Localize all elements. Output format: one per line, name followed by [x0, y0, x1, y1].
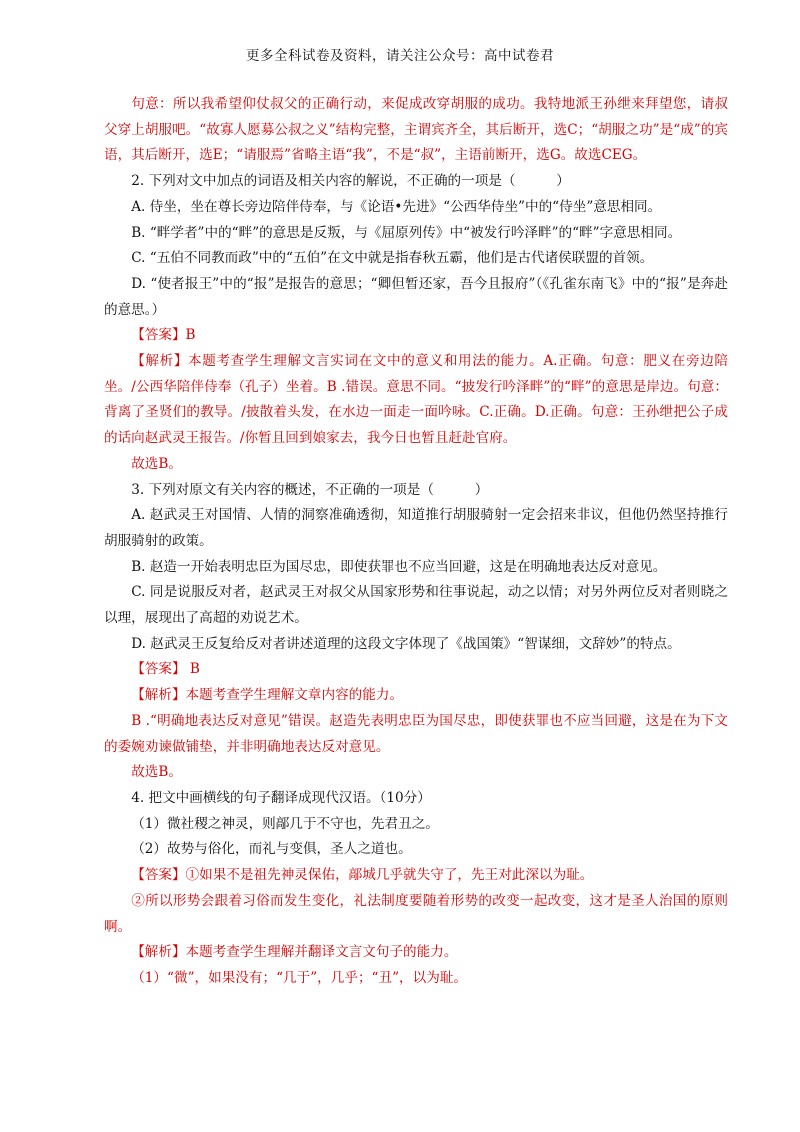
question-3-option-a: A. 赵武灵王对国情、人情的洞察准确透彻，知道推行胡服骑射一定会招来非议，但他仍然坚持推行胡服骑射的政策。	[104, 507, 728, 549]
question-4: 4. 把文中画横线的句子翻译成现代汉语。（10分）	[131, 789, 431, 806]
page-header: 更多全科试卷及资料，请关注公众号：高中试卷君	[246, 48, 554, 64]
question-2-analysis: 【解析】本题考查学生理解文言实词在文中的意义和用法的能力。A.正确。句意：肥义在旁边陪坐。/公西华陪伴侍奉（孔子）坐着。B .错误。意思不同。“披发行吟泽畔”的“畔”的意思是岸边。句意：背离了圣贤们的教导。/披散着头发，在水边一面走一面吟咏。C.正确。D.正确。句意：王孙绁把公子成的话向赵武灵王报告。/你暂且回到娘家去，我今日也暂且赶赴官府。	[104, 353, 728, 447]
question-3-option-b: B. 赵造一开始表明忠臣为国尽忠，即使获罪也不应当回避，这是在明确地表达反对意见。	[131, 558, 667, 575]
paragraph-1-explanation: 句意：所以我希望仰仗叔父的正确行动，来促成改穿胡服的成功。我特地派王孙绁来拜望您，请叔父穿上胡服吧。“故寡人愿募公叔之义”结构完整，主谓宾齐全，其后断开，选C；“胡服之功”是“成”的宾语，其后断开，选E；“请服焉”省略主语“我”，不是“叔”，主语前断开，选G。故选CEG。	[104, 96, 728, 164]
question-4-analysis-detail: （1）“微”，如果没有；“几于”，几乎；“丑”，以为耻。	[131, 969, 468, 986]
question-3-option-c: C. 同是说服反对者，赵武灵王对叔父从国家形势和往事说起，动之以情；对另外两位反对者则晓之以理，展现出了高超的劝说艺术。	[104, 584, 728, 627]
question-4-answer-1: 【答案】①如果不是祖先神灵保佑，鄗城几乎就失守了，先王对此深以为耻。	[131, 867, 594, 884]
question-2-option-c: C. “五伯不同教而政”中的“五伯”在文中就是指春秋五霸，他们是古代诸侯联盟的首领。	[131, 250, 654, 267]
question-3-conclusion: 故选B。	[131, 764, 182, 781]
question-2-answer: 【答案】B	[131, 327, 196, 344]
document-body	[104, 92, 728, 992]
question-2-option-d: D. “使者报王”中的“报”是报告的意思；“卿但暂还家，吾今且报府”（《孔雀东南飞》中的“报”是奔赴的意思。）	[104, 275, 728, 318]
question-3-analysis-detail: B .“明确地表达反对意见”错误。赵造先表明忠臣为国尽忠，即使获罪也不应当回避，这是在为下文的委婉劝谏做铺垫，并非明确地表达反对意见。	[104, 712, 728, 755]
question-2-conclusion: 故选B。	[131, 455, 182, 472]
question-3: 3. 下列对原文有关内容的概述，不正确的一项是（ ）	[131, 481, 489, 498]
question-4-sentence-1: （1）微社稷之神灵，则鄗几于不守也，先君丑之。	[131, 815, 439, 832]
question-2-option-a: A. 侍坐，坐在尊长旁边陪伴侍奉，与《论语•先进》“公西华侍坐”中的“侍坐”意思相同。	[131, 198, 662, 215]
question-2: 2. 下列对文中加点的词语及相关内容的解说，不正确的一项是（ ）	[131, 173, 570, 190]
question-4-analysis: 【解析】本题考查学生理解并翻译文言文句子的能力。	[131, 944, 458, 961]
question-3-analysis: 【解析】本题考查学生理解文章内容的能力。	[131, 687, 404, 704]
question-4-sentence-2: （2）故势与俗化，而礼与变俱，圣人之道也。	[131, 841, 412, 858]
question-3-option-d: D. 赵武灵王反复给反对者讲述道理的这段文字体现了《战国策》“智谋细，文辞妙”的特点。	[131, 635, 681, 652]
question-2-option-b: B. “畔学者”中的“畔”的意思是反叛，与《屈原列传》中“被发行吟泽畔”的“畔”字意思相同。	[131, 224, 682, 241]
question-4-answer-2: ②所以形势会跟着习俗而发生变化，礼法制度要随着形势的改变一起改变，这才是圣人治国的原则啊。	[104, 892, 728, 935]
question-3-answer: 【答案】 B	[131, 661, 200, 678]
